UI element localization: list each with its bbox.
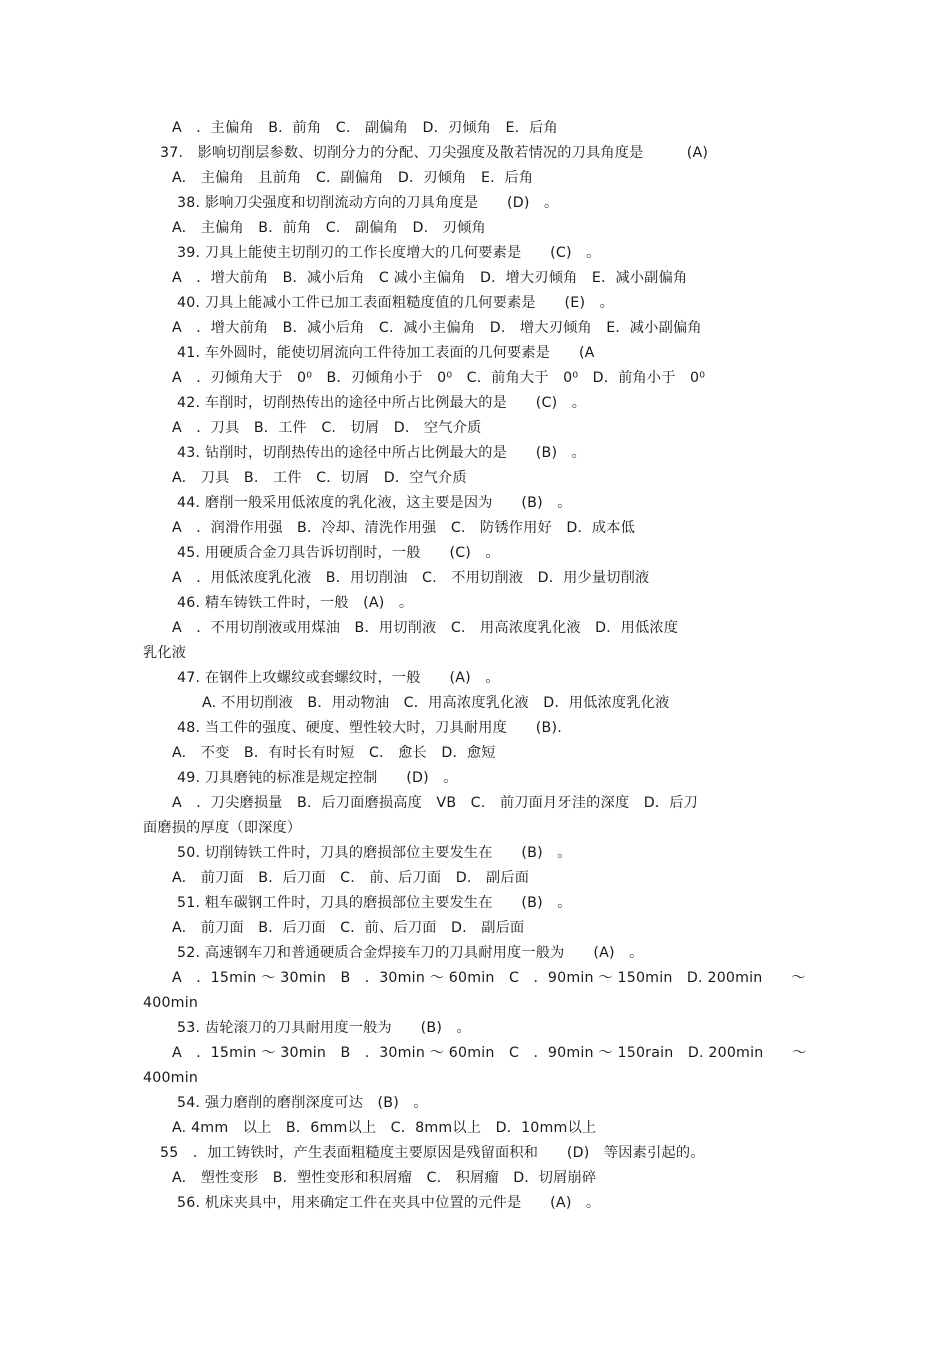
text-line: A ．主偏角 B．前角 C. 副偏角 D．刃倾角 E．后角 <box>172 120 558 136</box>
question-52: 52. 高速钢车刀和普通硬质合金焊接车刀的刀具耐用度一般为 (A) 。 <box>177 945 644 961</box>
options-37: A. 主偏角 且前角 C．副偏角 D．刃倾角 E．后角 <box>172 170 534 186</box>
question-49: 49. 刀具磨钝的标准是规定控制 (D) 。 <box>177 770 458 786</box>
question-56: 56. 机床夹具中，用来确定工件在夹具中位置的元件是 (A) 。 <box>177 1195 601 1211</box>
options-45: A ．用低浓度乳化液 B．用切削油 C. 不用切削液 D．用少量切削液 <box>172 570 650 586</box>
question-44: 44. 磨削一般采用低浓度的乳化液，这主要是因为 (B) 。 <box>177 495 572 511</box>
question-38: 38. 影响刀尖强度和切削流动方向的刀具角度是 (D) 。 <box>177 195 559 211</box>
options-41: A ．刃倾角大于 0⁰ B．刃倾角小于 0⁰ C．前角大于 0⁰ D．前角小于 0⁰ <box>172 370 706 386</box>
question-40: 40. 刀具上能减小工件已加工表面粗糙度值的几何要素是 (E) 。 <box>177 295 614 311</box>
question-47: 47. 在钢件上攻螺纹或套螺纹时，一般 (A) 。 <box>177 670 500 686</box>
options-52-cont: 400min <box>143 995 199 1011</box>
question-45: 45. 用硬质合金刀具告诉切削时，一般 (C) 。 <box>177 545 500 561</box>
options-52: A ．15min ～ 30min B ．30min ～ 60min C ．90min ～ 150min D. 200min ～ <box>172 970 806 986</box>
question-39: 39. 刀具上能使主切削刃的工作长度增大的几何要素是 (C) 。 <box>177 245 601 261</box>
options-46-cont: 乳化液 <box>143 645 187 661</box>
question-54: 54. 强力磨削的磨削深度可达 (B) 。 <box>177 1095 428 1111</box>
question-55: 55 ．加工铸铁时，产生表面粗糙度主要原因是残留面积和 (D) 等因素引起的。 <box>160 1145 705 1161</box>
question-51: 51. 粗车碳钢工件时，刀具的磨损部位主要发生在 (B) 。 <box>177 895 572 911</box>
options-43: A. 刀具 B. 工件 C．切屑 D．空气介质 <box>172 470 467 486</box>
question-37: 37. 影响切削层参数、切削分力的分配、刀尖强度及散若情况的刀具角度是 (A) <box>160 145 709 161</box>
options-50: A. 前刀面 B．后刀面 C. 前、后刀面 D. 副后面 <box>172 870 530 886</box>
options-54: A. 4mm 以上 B．6mm以上 C．8mm以上 D．10mm以上 <box>172 1120 597 1136</box>
options-53-cont: 400min <box>143 1070 199 1086</box>
options-47: A. 不用切削液 B．用动物油 C．用高浓度乳化液 D．用低浓度乳化液 <box>202 695 670 711</box>
options-55: A. 塑性变形 B．塑性变形和积屑瘤 C. 积屑瘤 D．切屑崩碎 <box>172 1170 597 1186</box>
options-39: A ．增大前角 B．减小后角 C 减小主偏角 D．增大刃倾角 E．减小副偏角 <box>172 270 688 286</box>
options-48: A. 不变 B．有时长有时短 C. 愈长 D．愈短 <box>172 745 496 761</box>
options-44: A ．润滑作用强 B．冷却、清洗作用强 C. 防锈作用好 D．成本低 <box>172 520 636 536</box>
question-53: 53. 齿轮滚刀的刀具耐用度一般为 (B) 。 <box>177 1020 471 1036</box>
options-46: A ．不用切削液或用煤油 B．用切削液 C. 用高浓度乳化液 D．用低浓度 <box>172 620 679 636</box>
question-50: 50. 切削铸铁工件时，刀具的磨损部位主要发生在 (B) 。 <box>177 845 572 861</box>
options-49-cont: 面磨损的厚度（即深度） <box>143 820 302 836</box>
question-46: 46. 精车铸铁工件时，一般 (A) 。 <box>177 595 414 611</box>
options-51: A. 前刀面 B．后刀面 C．前、后刀面 D. 副后面 <box>172 920 525 936</box>
options-53: A ．15min ～ 30min B ．30min ～ 60min C ．90min ～ 150rain D. 200min ～ <box>172 1045 807 1061</box>
question-43: 43. 钻削时，切削热传出的途径中所占比例最大的是 (B) 。 <box>177 445 586 461</box>
question-41: 41. 车外圆时，能使切屑流向工件待加工表面的几何要素是 (A <box>177 345 595 361</box>
options-49: A ．刀尖磨损量 B．后刀面磨损高度 VB C. 前刀面月牙洼的深度 D．后刀 <box>172 795 699 811</box>
options-38: A. 主偏角 B．前角 C. 副偏角 D. 刃倾角 <box>172 220 486 236</box>
question-42: 42. 车削时，切削热传出的途径中所占比例最大的是 (C) 。 <box>177 395 587 411</box>
options-40: A ．增大前角 B．减小后角 C．减小主偏角 D. 增大刃倾角 E．减小副偏角 <box>172 320 702 336</box>
options-42: A ．刀具 B．工件 C. 切屑 D. 空气介质 <box>172 420 482 436</box>
question-48: 48. 当工件的强度、硬度、塑性较大时，刀具耐用度 (B). <box>177 720 562 736</box>
